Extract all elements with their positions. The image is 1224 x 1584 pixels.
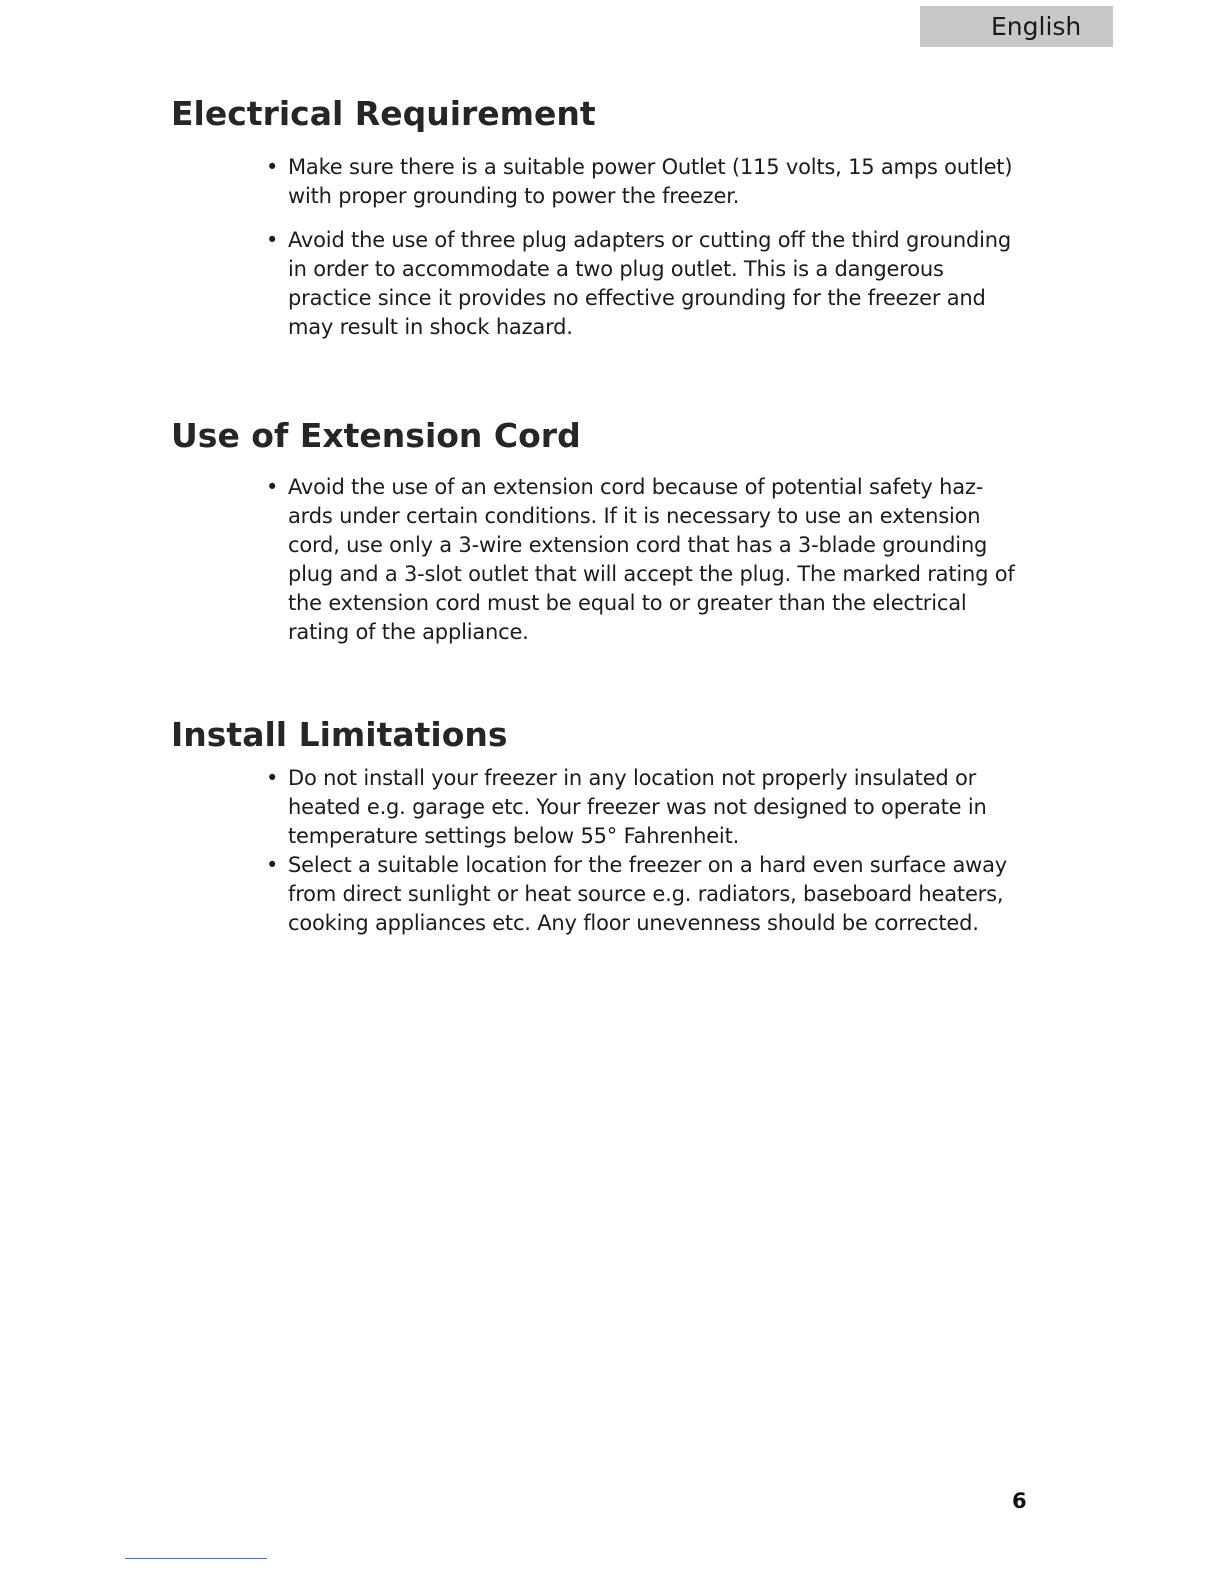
list-item	[266, 764, 1026, 851]
bullet-icon: •	[266, 155, 279, 179]
section-heading: Electrical Requirement	[171, 94, 596, 133]
bullet-list	[266, 473, 1026, 647]
list-item-text: Avoid the use of an extension cord because of potential safety haz-ards under certain conditions. If it is necessary to use an extension cord, use only a 3-wire extension cord that has a 3-blade grounding plug and a 3-slot outlet that will accept the plug. The marked rating of the extension cord must be equal to or greater than the electrical rating of the appliance.	[288, 475, 1015, 644]
list-item	[266, 226, 1026, 342]
page-number: 6	[1012, 1489, 1027, 1513]
list-item	[266, 153, 1026, 211]
list-item-text: Do not install your freezer in any location not properly insulated or heated e.g. garage etc. Your freezer was not designed to operate in temperature settings below 55° Fahrenheit.	[288, 766, 987, 848]
section-heading: Use of Extension Cord	[171, 416, 581, 455]
list-item	[266, 851, 1026, 938]
list-item-text: Avoid the use of three plug adapters or cutting off the third grounding in order to accommodate a two plug outlet. This is a dangerous practice since it provides no effective grounding for the freezer and may result in shock hazard.	[288, 228, 1011, 339]
footnote-divider	[125, 1558, 267, 1559]
language-tab: English	[920, 6, 1113, 47]
bullet-icon: •	[266, 766, 279, 790]
bullet-icon: •	[266, 475, 279, 499]
bullet-list	[266, 764, 1026, 938]
list-item-text: Make sure there is a suitable power Outlet (115 volts, 15 amps outlet) with proper grounding to power the freezer.	[288, 155, 1013, 208]
list-item-text: Select a suitable location for the freezer on a hard even surface away from direct sunlight or heat source e.g. radiators, baseboard heaters, cooking appliances etc. Any floor unevenness should be corrected.	[288, 853, 1008, 935]
bullet-icon: •	[266, 853, 279, 877]
bullet-list	[266, 153, 1026, 342]
section-heading: Install Limitations	[171, 715, 508, 754]
list-item	[266, 473, 1026, 647]
bullet-icon: •	[266, 228, 279, 252]
